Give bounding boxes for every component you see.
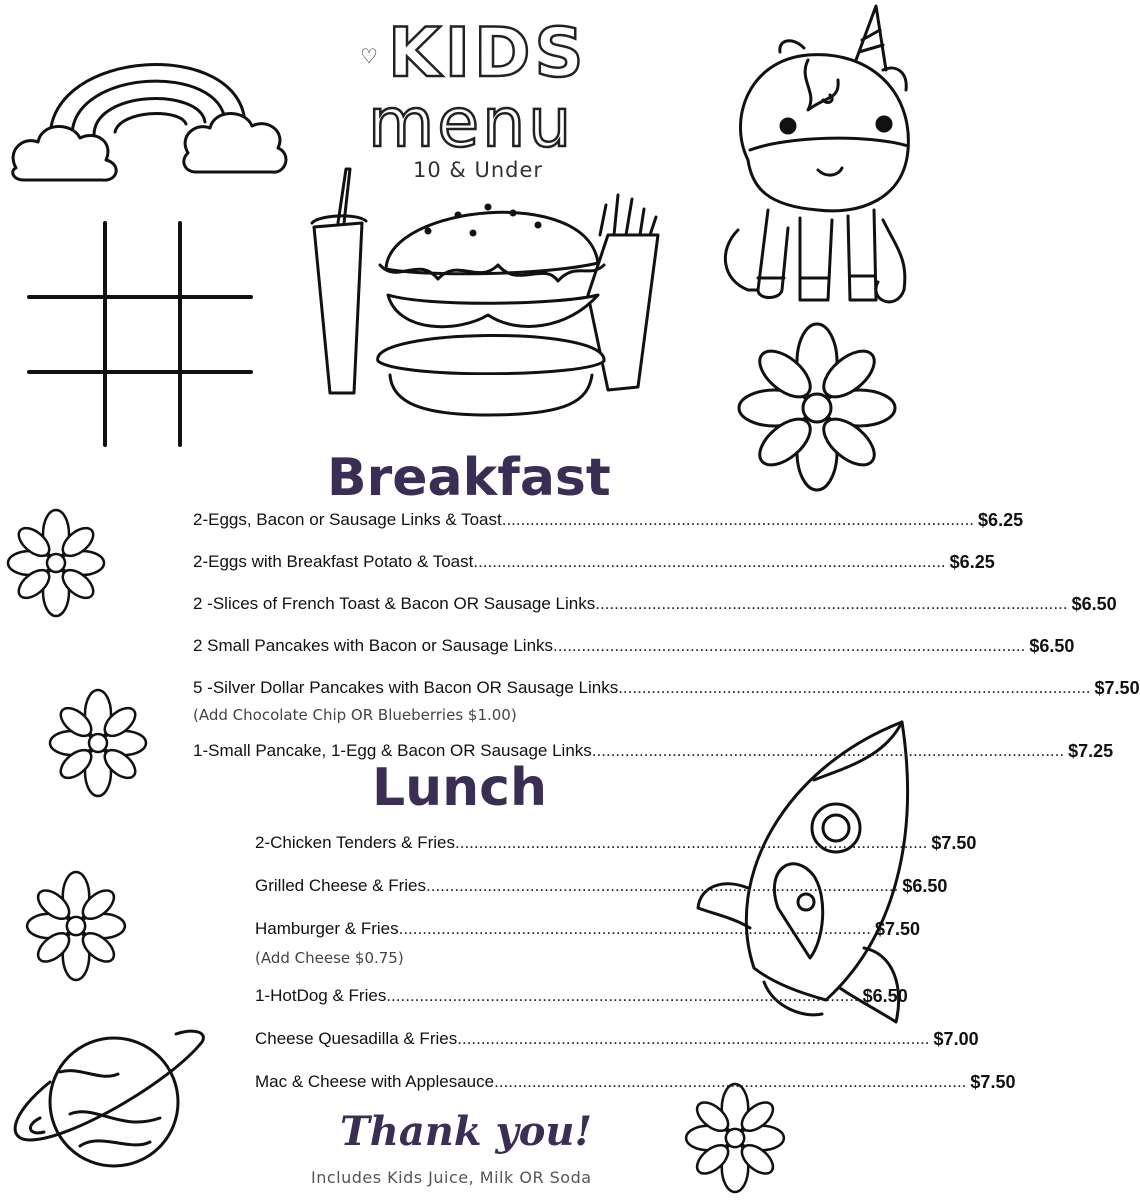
menu-item: 2 -Slices of French Toast & Bacon OR Sausage Links .................................................................................................... $6.50 — [193, 594, 1117, 614]
flower-icon — [26, 870, 126, 982]
tic-tac-toe-grid[interactable] — [25, 215, 255, 450]
price: $7.50 — [931, 833, 977, 853]
price: $7.50 — [970, 1072, 1016, 1092]
price: $6.50 — [902, 876, 948, 896]
menu-item: 5 -Silver Dollar Pancakes with Bacon OR Sausage Links .................................................................................................... $7.50 — [193, 678, 1140, 698]
unicorn-icon — [708, 0, 923, 318]
menu-item: Cheese Quesadilla & Fries .................................................................................................... $7.00 — [255, 1029, 979, 1049]
price: $7.00 — [933, 1029, 979, 1049]
flower-icon — [50, 688, 146, 798]
menu-item: Mac & Cheese with Applesauce .................................................................................................... $7.50 — [255, 1072, 1016, 1092]
menu-item: 2 Small Pancakes with Bacon or Sausage Links .................................................................................................... $6.50 — [193, 636, 1075, 656]
price: $7.25 — [1068, 741, 1114, 761]
menu-item: 1-Small Pancake, 1-Egg & Bacon OR Sausage Links .................................................................................................... $7.25 — [193, 741, 1114, 761]
heart-icon: ♡ — [360, 46, 378, 68]
price: $6.50 — [1029, 636, 1075, 656]
rocket-icon — [694, 718, 924, 1030]
title-menu: menu — [368, 84, 575, 163]
price: $6.50 — [1071, 594, 1117, 614]
price: $6.25 — [949, 552, 995, 572]
burger-combo-icon — [308, 165, 663, 425]
menu-item: Grilled Cheese & Fries .................................................................................................... $6.50 — [255, 876, 948, 896]
title-kids: KIDS — [388, 14, 588, 93]
drinks-note: Includes Kids Juice, Milk OR Soda — [311, 1168, 592, 1187]
lunch-title: Lunch — [372, 758, 548, 818]
breakfast-title: Breakfast — [327, 448, 611, 508]
flower-icon — [686, 1082, 784, 1194]
menu-item: 2-Eggs, Bacon or Sausage Links & Toast .................................................................................................... $6.25 — [193, 510, 1024, 530]
planet-icon — [10, 1022, 210, 1192]
lunch-addon-note: (Add Cheese $0.75) — [255, 949, 404, 967]
menu-item: 2-Eggs with Breakfast Potato & Toast .................................................................................................... $6.25 — [193, 552, 995, 572]
menu-item: 1-HotDog & Fries .................................................................................................... $6.50 — [255, 986, 908, 1006]
age-subtitle: 10 & Under — [413, 158, 544, 182]
flower-icon — [8, 508, 104, 618]
price: $6.50 — [862, 986, 908, 1006]
menu-item: 2-Chicken Tenders & Fries .................................................................................................... $7.50 — [255, 833, 977, 853]
flower-icon — [745, 322, 895, 492]
price: $7.50 — [1094, 678, 1140, 698]
rainbow-icon — [10, 18, 290, 183]
menu-item: Hamburger & Fries .................................................................................................... $7.50 — [255, 919, 920, 939]
thank-you-text: Thank you! — [340, 1108, 593, 1155]
price: $7.50 — [874, 919, 920, 939]
breakfast-addon-note: (Add Chocolate Chip OR Blueberries $1.00) — [193, 706, 517, 724]
price: $6.25 — [978, 510, 1024, 530]
